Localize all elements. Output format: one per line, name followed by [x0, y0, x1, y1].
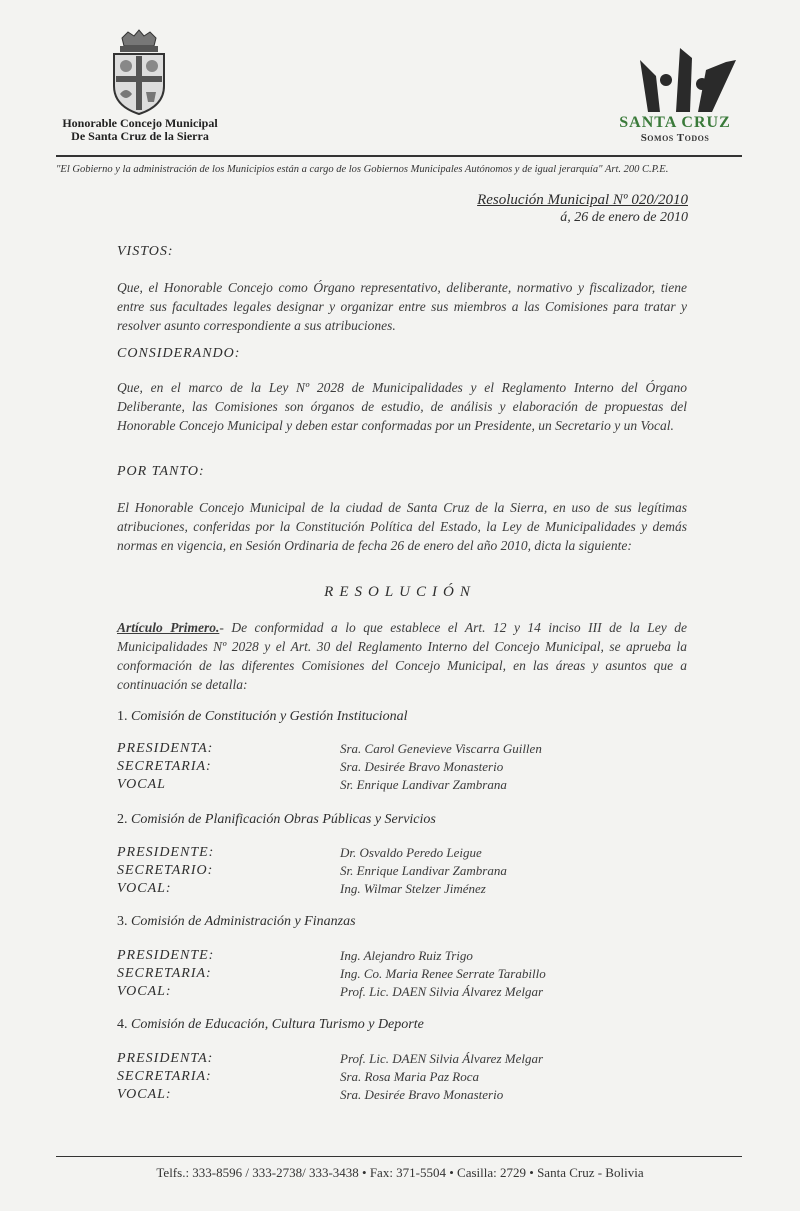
article-label: Artículo Primero. [117, 620, 220, 635]
member-role: SECRETARIO: [117, 863, 214, 878]
logo-subtitle: Somos Todos [640, 132, 710, 144]
member-role: VOCAL: [117, 1087, 172, 1102]
member-row [117, 948, 687, 965]
member-row [117, 845, 687, 862]
coat-of-arms-icon [108, 28, 170, 116]
member-name: Sra. Carol Genevieve Viscarra Guillen [340, 741, 542, 756]
member-name: Dr. Osvaldo Peredo Leigue [340, 845, 482, 860]
footer-contact: Telfs.: 333-8596 / 333-2738/ 333-3438 • Fax: 371-5504 • Casilla: 2729 • Santa Cruz - Bolivia [156, 1165, 644, 1180]
commission-title [117, 1017, 424, 1033]
por-tanto-heading: POR TANTO: [117, 464, 205, 479]
commission-title [117, 812, 436, 828]
commission-title [117, 914, 356, 930]
considerando-heading: CONSIDERANDO: [117, 346, 241, 361]
member-role: SECRETARIA: [117, 759, 212, 774]
member-role: PRESIDENTE: [117, 845, 215, 860]
member-name: Sra. Desirée Bravo Monasterio [340, 759, 504, 774]
member-row [117, 984, 687, 1001]
member-row [117, 1069, 687, 1086]
member-role: SECRETARIA: [117, 966, 212, 981]
constitution-quote: "El Gobierno y la administración de los Municipios están a cargo de los Gobiernos Municipales Autónomos y de igual jerarquía" Art. 200 C.P.E. [56, 164, 669, 175]
article-text: - De conformidad a lo que establece el Art. 12 y 14 inciso III de la Ley de Municipalidades Nº 2028 y el Art. 30 del Reglamento Interno del Concejo Municipal, se aprueba la conformación de las diferentes Comisiones del Concejo Municipal, en las áreas y asuntos que a continuación se detalla: [117, 620, 687, 692]
vistos-heading: VISTOS: [117, 244, 174, 259]
member-row [117, 966, 687, 983]
member-name: Prof. Lic. DAEN Silvia Álvarez Melgar [340, 984, 544, 999]
member-name: Prof. Lic. DAEN Silvia Álvarez Melgar [340, 1051, 544, 1066]
footer-divider [56, 1156, 742, 1157]
commission-number: 1. [117, 709, 128, 724]
council-name-line1: Honorable Concejo Municipal [62, 116, 218, 130]
header-divider [56, 155, 742, 157]
por-tanto-text: El Honorable Concejo Municipal de la ciudad de Santa Cruz de la Sierra, en uso de sus legítimas atribuciones, conferidas por la Constitución Política del Estado, la Ley de Municipalidades y demás normas en vigencia, en Sesión Ordinaria de fecha 26 de enero del año 2010, dicta la siguiente: [117, 500, 687, 553]
commission-number: 3. [117, 914, 128, 929]
member-name: Sra. Desirée Bravo Monasterio [340, 1087, 504, 1102]
member-name: Sr. Enrique Landivar Zambrana [340, 777, 507, 792]
commission-number: 4. [117, 1017, 128, 1032]
member-row [117, 741, 687, 758]
council-name-line2: De Santa Cruz de la Sierra [71, 129, 209, 143]
commission-name: Comisión de Constitución y Gestión Institucional [131, 709, 408, 724]
member-role: VOCAL: [117, 881, 172, 896]
logo-title: SANTA CRUZ [619, 114, 731, 131]
commission-number: 2. [117, 812, 128, 827]
commission-name: Comisión de Planificación Obras Públicas y Servicios [131, 812, 436, 827]
vistos-text: Que, el Honorable Concejo como Órgano representativo, deliberante, normativo y fiscalizador, tiene entre sus facultades legales designar y organizar entre sus miembros a las Comisiones para tratar y resolver asunto correspondiente a sus atribuciones. [117, 280, 687, 333]
member-role: PRESIDENTE: [117, 948, 215, 963]
member-role: SECRETARIA: [117, 1069, 212, 1084]
member-name: Sr. Enrique Landivar Zambrana [340, 863, 507, 878]
member-name: Ing. Wilmar Stelzer Jiménez [340, 881, 486, 896]
member-role: VOCAL [117, 777, 166, 792]
member-name: Sra. Rosa Maria Paz Roca [340, 1069, 480, 1084]
resolution-number: Resolución Municipal Nº 020/2010 [477, 192, 688, 208]
member-name: Ing. Co. Maria Renee Serrate Tarabillo [340, 966, 546, 981]
article-paragraph [117, 618, 687, 694]
commission-title [117, 709, 408, 725]
council-name [40, 117, 240, 143]
commission-name: Comisión de Administración y Finanzas [131, 914, 356, 929]
member-row [117, 1087, 687, 1104]
member-role: VOCAL: [117, 984, 172, 999]
member-row [117, 1051, 687, 1068]
commission-name: Comisión de Educación, Cultura Turismo y Deporte [131, 1017, 424, 1032]
resolution-title: RESOLUCIÓN [324, 584, 476, 600]
member-name: Ing. Alejandro Ruiz Trigo [340, 948, 473, 963]
member-row [117, 777, 687, 794]
member-row [117, 759, 687, 776]
member-row [117, 881, 687, 898]
resolution-date: á, 26 de enero de 2010 [560, 210, 688, 225]
member-role: PRESIDENTA: [117, 1051, 214, 1066]
member-role: PRESIDENTA: [117, 741, 214, 756]
member-row [117, 863, 687, 880]
considerando-text: Que, en el marco de la Ley Nº 2028 de Municipalidades y el Reglamento Interno del Órgano Deliberante, las Comisiones son órganos de estudio, de análisis y elaboración de propuestas del Honorable Concejo Municipal y deben estar conformadas por un Presidente, un Secretario y un Vocal. [117, 380, 687, 433]
